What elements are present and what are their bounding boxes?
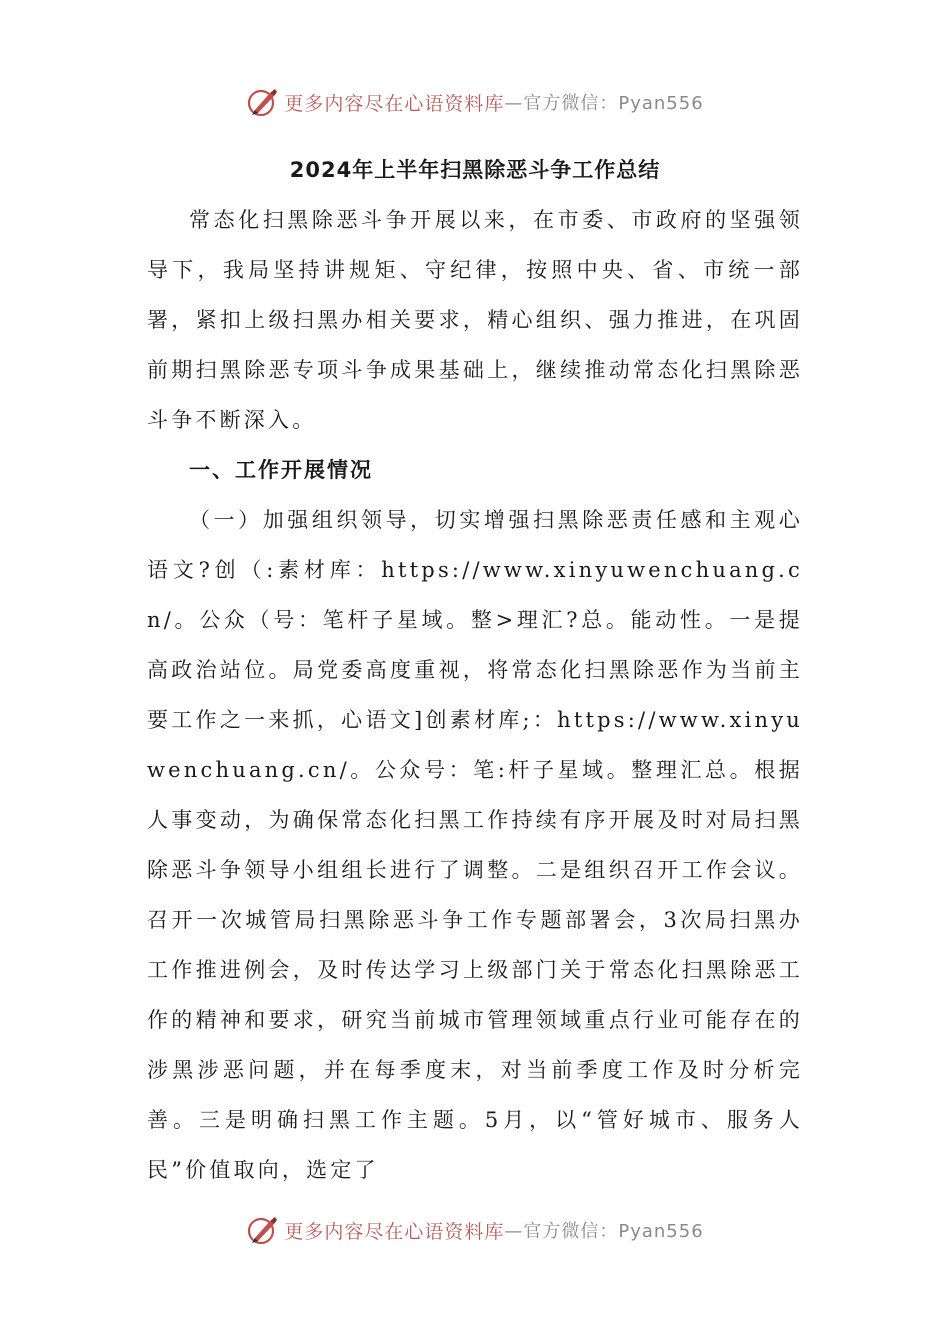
section-heading: 一、工作开展情况 bbox=[189, 458, 373, 482]
watermark-contact-text: —官方微信：Pyan556 bbox=[504, 93, 704, 114]
section-paragraph: （一）加强组织领导，切实增强扫黑除恶责任感和主观心语文?创（:素材库：https://www.xinyuwenchuang.cn/。公众（号：笔杆子星域。整>理汇?总。能动性。一是提高政治站位。局党委高度重视，将常态化扫黑除恶作为当前主要工作之一来抓，心语文]创素材库;：https://www.xinyuwenchuang.cn/。公众号：笔:杆子星域。整理汇总。根据人事变动，为确保常态化扫黑工作持续有序开展及时对局扫黑除恶斗争领导小组组长进行了调整。二是组织召开工作会议。召开一次城管局扫黑除恶斗争工作专题部署会，3次局扫黑办工作推进例会，及时传达学习上级部门关于常态化扫黑除恶工作的精神和要求，研究当前城市管理领域重点行业可能存在的涉黑涉恶问题，并在每季度末，对当前季度工作及时分析完善。三是明确扫黑工作主题。5月，以“管好城市、服务人民”价值取向，选定了 bbox=[147, 508, 803, 1182]
pen-circle-logo-icon bbox=[246, 1213, 280, 1247]
watermark-banner-bottom bbox=[0, 1210, 950, 1250]
watermark-contact-text: —官方微信：Pyan556 bbox=[504, 1221, 704, 1242]
intro-paragraph: 常态化扫黑除恶斗争开展以来，在市委、市政府的坚强领导下，我局坚持讲规矩、守纪律，按照中央、省、市统一部署，紧扣上级扫黑办相关要求，精心组织、强力推进，在巩固前期扫黑除恶专项斗争成果基础上，继续推动常态化扫黑除恶斗争不断深入。 bbox=[147, 208, 803, 432]
watermark-site-text: 更多内容尽在心语资料库 bbox=[284, 1220, 505, 1243]
document-title: 2024年上半年扫黑除恶斗争工作总结 bbox=[289, 158, 661, 182]
watermark-site-text: 更多内容尽在心语资料库 bbox=[284, 92, 505, 115]
document-body bbox=[147, 145, 803, 1195]
pen-circle-logo-icon bbox=[246, 85, 280, 119]
watermark-banner-top bbox=[0, 82, 950, 122]
